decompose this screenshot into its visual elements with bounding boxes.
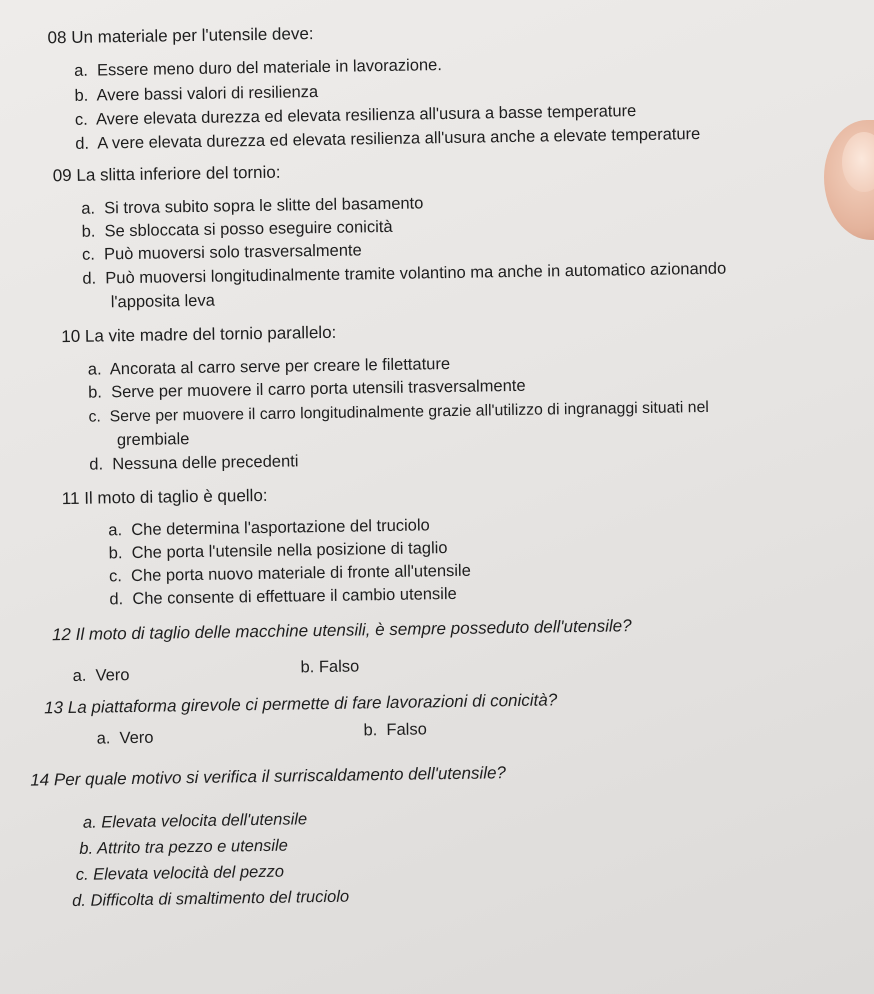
option-08-b (74, 82, 318, 106)
option-11-d (109, 584, 457, 609)
question-number: 11 (61, 488, 80, 509)
option-letter: d. (75, 134, 90, 153)
option-text: Si trova subito sopra le slitte del basamento (104, 194, 424, 218)
option-letter: b. (81, 222, 96, 241)
option-text: Serve per muovere il carro porta utensili trasversalmente (110, 376, 526, 402)
option-text: Che porta l'utensile nella posizione di taglio (131, 539, 448, 562)
option-text: Può muoversi longitudinalmente tramite volantino ma anche in automatico azionando (105, 259, 727, 288)
option-text: Falso (386, 720, 427, 740)
option-letter: a. (87, 360, 102, 379)
option-text: Attrito tra pezzo e utensile (96, 836, 288, 858)
option-text: Essere meno duro del materiale in lavorazione. (96, 56, 443, 80)
option-10-b (88, 376, 526, 403)
question-09 (53, 163, 281, 187)
question-text: Il moto di taglio è quello: (84, 485, 268, 508)
option-letter: b. (79, 839, 94, 858)
option-text: Può muoversi solo trasversalmente (103, 241, 362, 264)
question-13 (44, 690, 557, 718)
option-13-a (96, 728, 153, 749)
question-11 (62, 486, 268, 509)
option-letter: b. (74, 86, 89, 105)
question-text: Un materiale per l'utensile deve: (71, 24, 314, 47)
question-number: 14 (30, 770, 50, 790)
option-text: Avere bassi valori di resilienza (96, 83, 319, 105)
option-letter: c. (75, 865, 89, 884)
question-number: 08 (47, 27, 67, 48)
option-letter: c. (74, 110, 88, 129)
option-09-d-continuation: l'apposita leva (110, 291, 215, 312)
option-14-a (83, 809, 308, 833)
option-letter: a. (81, 199, 96, 218)
option-12-b (300, 656, 359, 677)
option-letter: d. (89, 455, 104, 474)
option-14-b (79, 836, 288, 859)
question-10 (61, 323, 336, 347)
option-letter: a. (72, 666, 87, 685)
question-text: Il moto di taglio delle macchine utensili, è sempre posseduto dell'utensile? (75, 616, 632, 644)
option-letter: d. (82, 269, 97, 288)
option-10-a (88, 354, 451, 380)
option-letter: d. (72, 891, 87, 910)
question-12 (52, 616, 632, 645)
question-text: La slitta inferiore del tornio: (76, 162, 281, 185)
option-text: Che porta nuovo materiale di fronte all'utensile (130, 561, 471, 586)
option-text: Elevata velocita dell'utensile (101, 810, 308, 832)
option-text: Difficolta di smaltimento del truciolo (90, 887, 350, 910)
option-letter: c. (108, 567, 123, 586)
option-letter: a. (82, 813, 97, 832)
option-text: Ancorata al carro serve per creare le filettature (109, 354, 451, 379)
option-11-a (108, 515, 430, 540)
question-text: La piattaforma girevole ci permette di fare lavorazioni di conicità? (67, 690, 558, 718)
question-text: Per quale motivo si verifica il surriscaldamento dell'utensile? (53, 763, 507, 790)
option-09-b (81, 217, 392, 242)
option-text: A vere elevata durezza ed elevata resilienza all'usura anche a elevate temperature (97, 125, 701, 153)
option-09-c (82, 240, 362, 264)
option-text: Che consente di effettuare il cambio utensile (132, 584, 457, 608)
option-10-c-continuation: grembiale (116, 430, 190, 450)
option-14-d (72, 887, 349, 911)
option-text: Avere elevata durezza ed elevata resilienza all'usura a basse temperature (95, 102, 637, 129)
option-text: Falso (318, 657, 360, 677)
option-14-c (76, 862, 285, 885)
option-11-b (109, 538, 448, 563)
option-08-d (75, 124, 700, 154)
option-letter: a. (96, 729, 111, 748)
question-number: 09 (52, 165, 72, 186)
option-letter: b. (108, 544, 123, 563)
option-letter: a. (108, 521, 123, 540)
option-09-a (81, 193, 423, 218)
question-text: La vite madre del tornio parallelo: (84, 322, 337, 346)
option-11-c (109, 561, 471, 587)
option-text: Vero (95, 666, 130, 685)
option-text: Vero (119, 728, 154, 748)
option-letter: a. (73, 61, 89, 80)
option-text: Serve per muovere il carro longitudinalmente grazie all'utilizzo di ingranaggi situati nel (109, 398, 709, 426)
option-text: Elevata velocità del pezzo (93, 862, 285, 884)
option-10-c (88, 398, 709, 428)
option-letter: b. (88, 383, 103, 402)
question-14 (30, 763, 506, 790)
option-text: Nessuna delle precedenti (112, 452, 299, 474)
question-number: 13 (43, 698, 64, 718)
option-letter: b. (300, 658, 315, 677)
option-10-d (89, 451, 298, 474)
option-text: Che determina l'asportazione del truciolo (131, 516, 430, 540)
option-text: Se sbloccata si posso eseguire conicità (104, 217, 393, 241)
question-number: 12 (51, 624, 72, 645)
option-letter: c. (81, 245, 95, 264)
question-08 (47, 24, 313, 48)
option-letter: c. (88, 408, 101, 426)
question-number: 10 (61, 326, 81, 347)
option-13-b (363, 719, 427, 740)
option-letter: d. (109, 590, 124, 609)
option-08-a (74, 55, 442, 81)
option-letter: b. (363, 721, 378, 740)
option-12-a (72, 665, 129, 686)
